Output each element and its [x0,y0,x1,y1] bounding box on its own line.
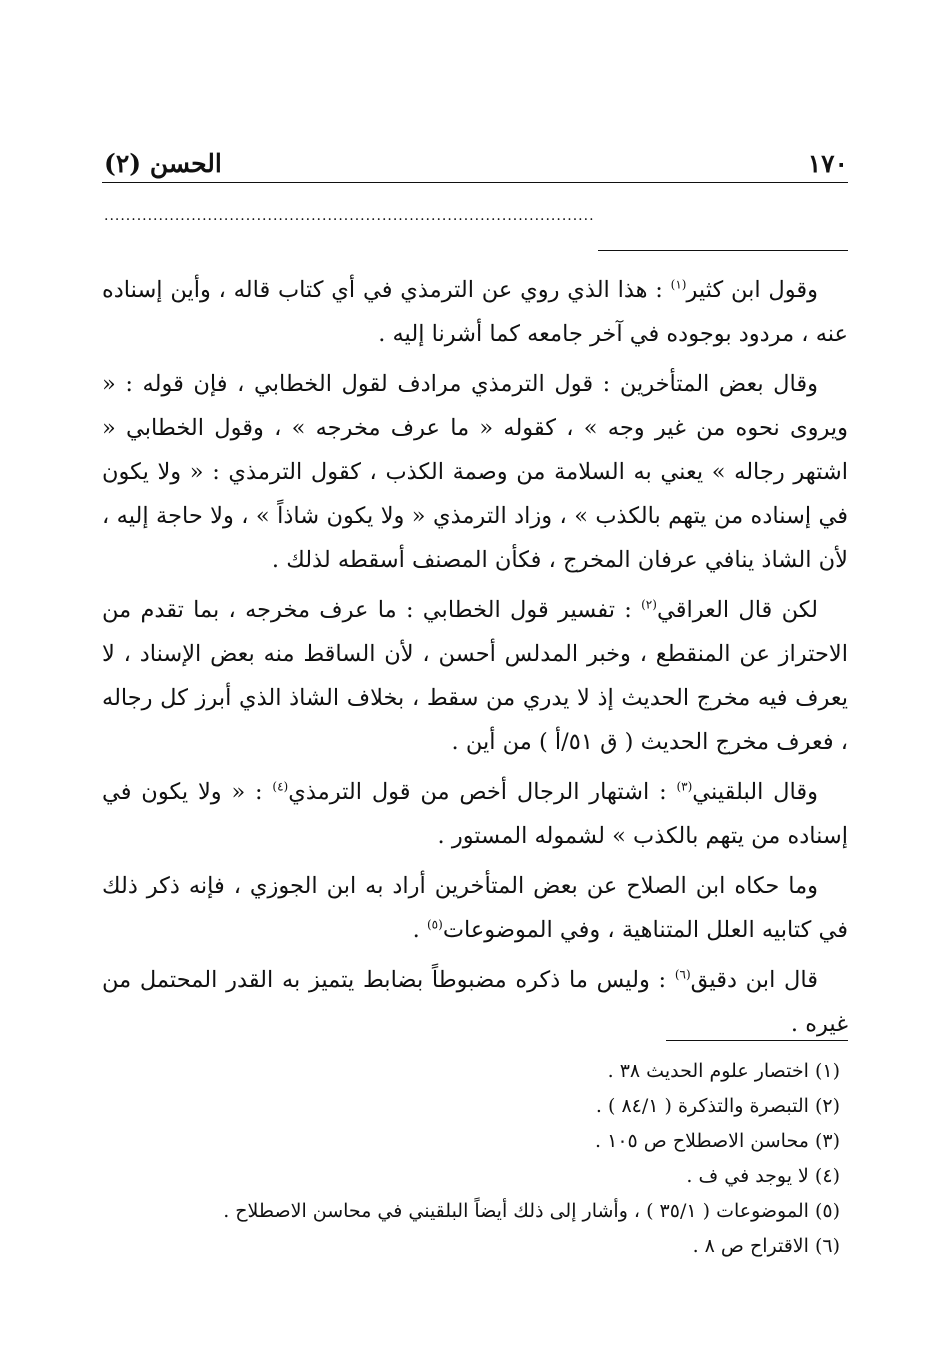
paragraph [102,958,848,1046]
paragraph-text: وقال البلقيني [692,779,818,805]
paragraph-text: : تفسير قول الخطابي : ما عرف مخرجه ، بما تقدم من الاحتراز عن المنقطع ، وخبر المدلس أحسن ، لأن الساقط منه بعض الإسناد ، لا يعرف فيه مخرج الحديث إذ لا يدري من سقط ، بخلاف الشاذ الذي أبرز كل رجاله ، فعرف مخرج الحديث ( ق ٥١/أ ) من أين . [102,597,848,755]
footnote-ref: (١) [670,277,687,292]
paragraph-text: : وليس ما ذكره مضبوطاً بضابط يتميز به القدر المحتمل من غيره . [102,967,848,1037]
paragraph-text: : « ولا يكون في إسناده من يتهم بالكذب » لشموله المستور . [102,779,848,849]
header-rule [102,182,848,183]
footnote-rule [666,1040,848,1041]
footnote: (٢) التبصرة والتذكرة ( ٨٤/١ ) . [595,1095,840,1117]
footnote-ref: (٢) [641,597,657,612]
running-title: (٢) الحسن [104,149,222,178]
page-number: ١٧٠ [807,149,848,178]
dotted-separator: .......................................................................................... [104,208,595,224]
paragraph-text: . [412,917,427,943]
main-text [102,268,848,1052]
paragraph-text: : اشتهار الرجال أخص من قول الترمذي [288,779,677,805]
paragraph [102,864,848,952]
footnote: (٣) محاسن الاصطلاح ص ١٠٥ . [595,1130,840,1152]
section-rule [598,250,848,251]
paragraph [102,268,848,356]
page-header [104,138,848,178]
footnote: (٥) الموضوعات ( ٣٥/١ ) ، وأشار إلى ذلك أيضاً البلقيني في محاسن الاصطلاح . [223,1200,840,1222]
paragraph-text: وما حكاه ابن الصلاح عن بعض المتأخرين أراد به ابن الجوزي ، فإنه ذكر ذلك في كتابيه العلل المتناهية ، وفي الموضوعات [102,873,848,943]
footnote: (١) اختصار علوم الحديث ٣٨ . [607,1060,840,1082]
footnote: (٤) لا يوجد في ف . [686,1165,840,1187]
paragraph-text: قال ابن دقيق [690,967,818,993]
paragraph [102,362,848,582]
paragraph-text: وقال بعض المتأخرين : قول الترمذي مرادف لقول الخطابي ، فإن قوله : « ويروى نحوه من غير وجه » ، كقوله « ما عرف مخرجه » ، وقول الخطابي « اشتهر رجاله » يعني به السلامة من وصمة الكذب ، كقول الترمذي : « ولا يكون في إسناده من يتهم بالكذب » ، وزاد الترمذي « ولا يكون شاذاً » ، ولا حاجة إليه ، لأن الشاذ ينافي عرفان المخرج ، فكأن المصنف أسقطه لذلك . [102,371,848,573]
footnote-ref: (٥) [426,917,443,932]
footnote-ref: (٦) [674,967,691,982]
footnote-ref: (٣) [676,779,693,794]
paragraph-text: وقول ابن كثير [686,277,818,303]
paragraph-text: : هذا الذي روي عن الترمذي في أي كتاب قاله ، وأين إسناده عنه ، مردود بوجوده في آخر جامعه كما أشرنا إليه . [102,277,848,347]
paragraph [102,770,848,858]
footnotes [102,1054,840,1264]
paragraph-text: لكن قال العراقي [656,597,818,623]
footnote-ref: (٤) [272,779,289,794]
footnote: (٦) الاقتراح ص ٨ . [692,1235,840,1257]
paragraph [102,588,848,764]
